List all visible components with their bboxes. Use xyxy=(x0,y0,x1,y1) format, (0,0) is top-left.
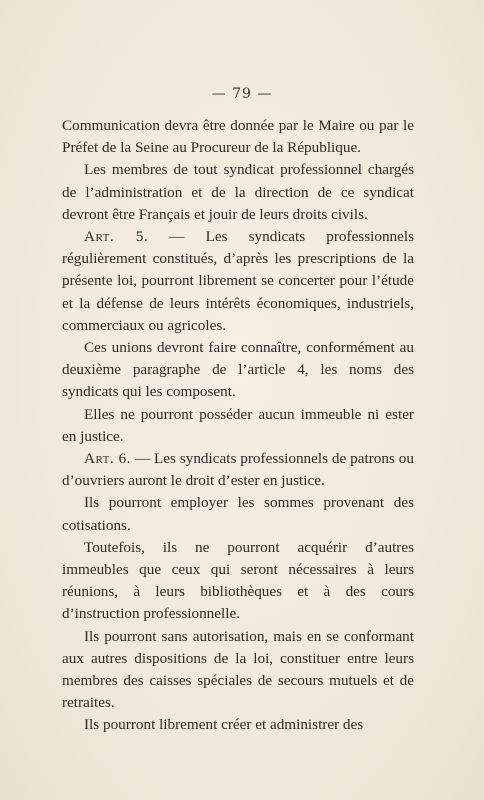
paragraph-text: Elles ne pourront posséder aucun immeuble ni ester en justice. xyxy=(62,405,414,445)
paragraph xyxy=(62,404,414,448)
paragraph-text: Communication devra être donnée par le Maire ou par le Préfet de la Seine au Procureur de la République. xyxy=(62,117,414,157)
body-text xyxy=(62,115,414,737)
paragraph xyxy=(62,714,414,736)
paragraph-text: — Les syndicats professionnels de patrons ou d’ouvriers auront le droit d’ester en justice. xyxy=(62,450,414,490)
paragraph xyxy=(62,337,414,404)
paragraph xyxy=(62,492,414,536)
paragraph xyxy=(62,159,414,226)
paragraph-text: Les membres de tout syndicat professionnel chargés de l’administration et de la direction de ce syndicat devront être Français et jouir de leurs droits civils. xyxy=(62,161,414,223)
paragraph xyxy=(62,115,414,159)
paragraph-text: Ils pourront librement créer et administrer des xyxy=(84,716,364,734)
paragraph-text: Ces unions devront faire connaître, conformément au deuxième paragraphe de l’article 4, les noms des syndicats qui les composent. xyxy=(62,339,414,401)
paragraph-text: Toutefois, ils ne pourront acquérir d’autres immeubles que ceux qui seront nécessaires à leurs réunions, à leurs bibliothèques et à des cours d’instruction professionnelle. xyxy=(62,538,414,623)
paragraph xyxy=(62,626,414,715)
article-label: Art. 5. xyxy=(84,228,149,246)
paragraph xyxy=(62,537,414,626)
paragraph-text: Ils pourront sans autorisation, mais en se conformant aux autres dispositions de la loi, constituer entre leurs membres des caisses spéciales de secours mutuels et de retraites. xyxy=(62,627,414,712)
paragraph-article-5 xyxy=(62,226,414,337)
page-number: — 79 — xyxy=(211,86,273,102)
paragraph-text: — Les syndicats professionnels régulièrement constitués, d’après les prescriptions de la présente loi, pourront librement se concerter pour l’étude et la défense de leurs intérêts économiques, industriels, commerciaux ou agricoles. xyxy=(62,228,414,334)
paragraph-text: Ils pourront employer les sommes provenant des cotisations. xyxy=(62,494,414,534)
paragraph-article-6 xyxy=(62,448,414,492)
article-label: Art. 6. xyxy=(84,450,131,468)
